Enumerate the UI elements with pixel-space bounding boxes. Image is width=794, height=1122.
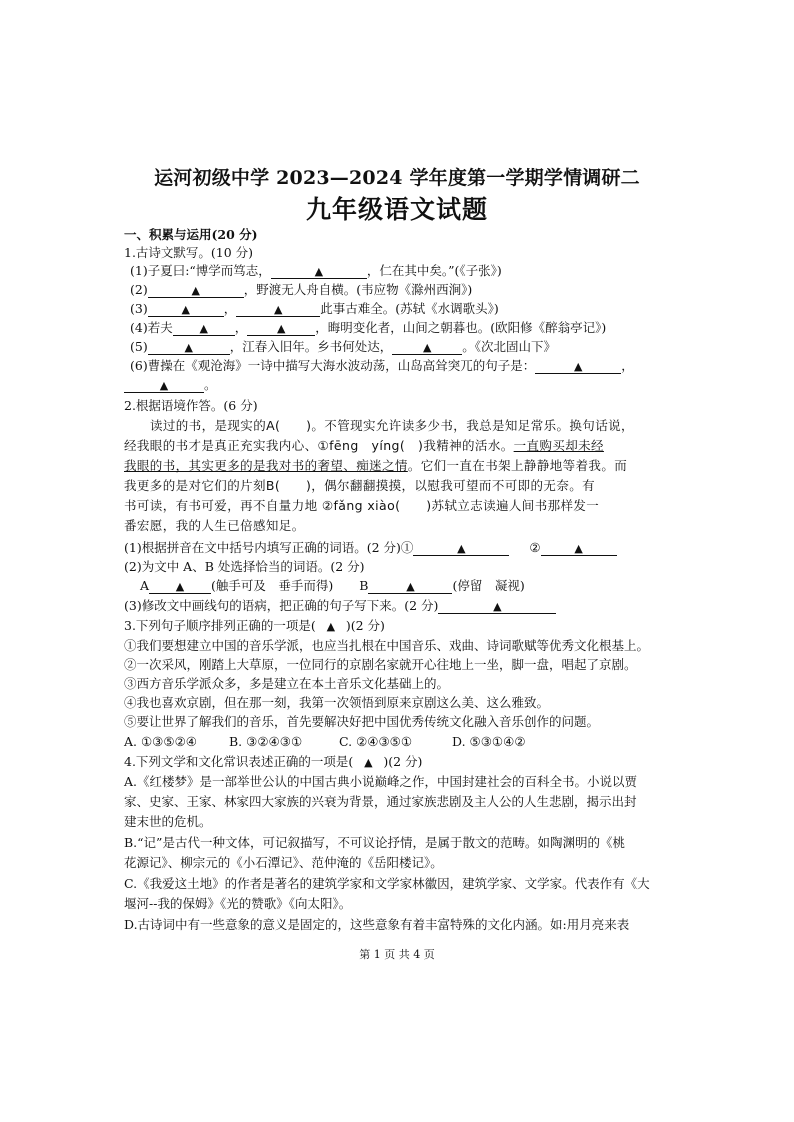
q3-item-3: ③西方音乐学派众多，多是建立在本土音乐文化基础上的。	[124, 676, 450, 691]
underlined-sentence: 我眼的书，其实更多的是我对书的奢望、痴迷之情	[124, 458, 408, 473]
page-footer: 第 1 页 共 4 页	[359, 948, 435, 961]
triangle-icon: ▲	[423, 341, 432, 354]
q1-line-5: (5) ▲ ，江春入旧年。乡书何处达， ▲ 。《次北固山下》	[130, 339, 556, 354]
triangle-icon: ▲	[175, 580, 185, 593]
option-d[interactable]: D. ⑤③①④②	[452, 734, 526, 749]
q3-item-5: ⑤要让世界了解我们的音乐，首先要解决好把中国优秀传统文化融入音乐创作的问题。	[124, 714, 600, 729]
underlined-sentence: 一直购买却未经	[513, 438, 604, 453]
triangle-icon: ▲	[199, 322, 208, 335]
option-c[interactable]: C. ②④③⑤①	[339, 734, 413, 749]
q2-passage-line-1: 读过的书，是现实的A( )。不管现实允许读多少书，我总是知足常乐。换句话说，	[150, 418, 634, 433]
answer-blank[interactable]	[236, 302, 320, 317]
section-heading: 一、积累与运用(20 分)	[124, 227, 258, 242]
q4-option-a-line-3: 建末世的危机。	[124, 814, 212, 829]
triangle-icon: ▲	[314, 265, 324, 278]
triangle-icon: ▲	[574, 542, 583, 555]
triangle-icon: ▲	[159, 379, 169, 392]
option-b[interactable]: B. ③②④③①	[229, 734, 303, 749]
q3-options	[124, 733, 684, 751]
q2-passage-line-3: 我眼的书，其实更多的是我对书的奢望、痴迷之情。它们一直在书架上静静地等着我。而	[124, 458, 628, 473]
q1-line-6-cont: ▲ 。	[124, 376, 684, 394]
answer-blank[interactable]	[148, 302, 224, 317]
triangle-icon: ▲	[274, 303, 283, 316]
answer-blank[interactable]	[392, 340, 462, 355]
q4-stem: 4.下列文学和文化常识表述正确的一项是( ▲ )(2 分)	[124, 753, 684, 772]
q4-option-c-line-2: 堰河--我的保姆》《光的赞歌》《向太阳》。	[124, 896, 352, 911]
option-a[interactable]: A. ①③⑤②④	[124, 734, 198, 749]
q2-passage-line-4: 我更多的是对它们的片刻B( )，偶尔翻翻摸摸，以慰我可望而不可即的无奈。有	[124, 478, 596, 493]
triangle-icon: ▲	[184, 341, 193, 354]
q2-passage-line-5: 书可读，有书可爱，再不自量力地 ②fǎng xiào( )苏轼立志读遍人间书那样发一	[124, 498, 600, 513]
q3-stem: 3.下列句子顺序排列正确的一项是( ▲ )(2 分)	[124, 617, 684, 636]
q2-sub-2-choices: A ▲ (触手可及 垂手而得) B ▲ (停留 凝视)	[140, 578, 525, 593]
answer-slot[interactable]	[353, 753, 383, 772]
exam-subject-title: 九年级语文试题	[305, 195, 488, 224]
answer-blank[interactable]	[148, 340, 230, 355]
triangle-icon: ▲	[191, 284, 200, 297]
q1-line-3: (3) ▲ ， ▲ 此事古难全。(苏轼《水调歌头》)	[130, 301, 499, 316]
q1-line-2: (2) ▲ ，野渡无人舟自横。(韦应物《滁州西涧》)	[130, 282, 473, 297]
answer-blank[interactable]	[271, 264, 367, 279]
answer-slot[interactable]	[316, 617, 346, 636]
answer-blank[interactable]	[149, 579, 211, 594]
triangle-icon: ▲	[406, 580, 415, 593]
q2-stem: 2.根据语境作答。(6 分)	[124, 398, 258, 413]
triangle-icon: ▲	[277, 322, 286, 335]
q2-sub-3: (3)修改文中画线句的语病，把正确的句子写下来。(2 分) ▲	[124, 597, 684, 615]
q1-line-4: (4)若夫 ▲ ， ▲ ，晦明变化者，山间之朝暮也。(欧阳修《醉翁亭记》)	[130, 320, 607, 335]
q3-item-1: ①我们要想建立中国的音乐学派，也应当扎根在中国音乐、戏曲、诗词歌赋等优秀文化根基上。	[124, 638, 650, 653]
answer-blank[interactable]	[148, 283, 244, 298]
answer-blank[interactable]	[173, 321, 235, 336]
q4-option-b-line-1: B.“记”是古代一种文体，可记叙描写，不可议论抒情，是属于散文的范畴。如陶渊明的《桃	[124, 835, 625, 850]
q4-option-a-line-2: 家、史家、王家、林家四大家族的兴衰为背景，通过家族悲剧及主人公的人生悲剧，揭示出封	[124, 794, 637, 809]
q4-option-b-line-2: 花源记》、柳宗元的《小石潭记》、范仲淹的《岳阳楼记》。	[124, 855, 443, 870]
q1-line-1: (1)子夏曰:“博学而笃志， ▲ ，仁在其中矣。”(《子张》)	[130, 263, 502, 278]
triangle-icon: ▲	[493, 600, 502, 613]
exam-header-title: 运河初级中学 2023—2024 学年度第一学期学情调研二	[154, 167, 640, 189]
q3-item-4: ④我也喜欢京剧，但在那一刻，我第一次领悟到原来京剧这么美、这么雅致。	[124, 695, 550, 710]
q2-passage-line-2: 经我眼的书才是真正充实我内心、①fēng yíng( )我精神的活水。一直购买却未经	[124, 438, 604, 453]
q4-option-c-line-1: C.《我爱这土地》的作者是著名的建筑学家和文学家林徽因，建筑学家、文学家。代表作有《大	[124, 876, 650, 891]
q2-sub-2: (2)为文中 A、B 处选择恰当的词语。(2 分)	[124, 559, 365, 574]
q1-stem: 1.古诗文默写。(10 分)	[124, 245, 254, 260]
triangle-icon: ▲	[573, 360, 583, 373]
answer-blank[interactable]	[535, 359, 621, 374]
answer-blank[interactable]	[438, 599, 556, 614]
q2-sub-1: (1)根据拼音在文中括号内填写正确的词语。(2 分)① ▲ ② ▲	[124, 539, 684, 557]
triangle-icon: ▲	[326, 620, 336, 633]
triangle-icon: ▲	[457, 542, 466, 555]
answer-blank[interactable]	[368, 579, 452, 594]
q2-passage-line-6: 番宏愿，我的人生已倍感知足。	[124, 518, 305, 533]
answer-blank[interactable]	[247, 321, 315, 336]
triangle-icon: ▲	[364, 756, 373, 769]
answer-blank[interactable]	[124, 378, 204, 393]
answer-blank[interactable]	[413, 541, 509, 556]
q1-line-6: (6)曹操在《观沧海》一诗中描写大海水波动荡，山岛高耸突兀的句子是： ▲ ，	[130, 358, 634, 373]
triangle-icon: ▲	[181, 303, 190, 316]
answer-blank[interactable]	[541, 541, 617, 556]
q4-option-d-line-1: D.古诗词中有一些意象的意义是固定的，这些意象有着丰富特殊的文化内涵。如:用月亮来表	[124, 917, 630, 932]
q3-item-2: ②一次采风，刚踏上大草原，一位同行的京剧名家就开心往地上一坐，脚一盘，唱起了京剧。	[124, 657, 637, 672]
q4-option-a-line-1: A.《红楼梦》是一部举世公认的中国古典小说巅峰之作，中国封建社会的百科全书。小说以贾	[124, 774, 638, 789]
